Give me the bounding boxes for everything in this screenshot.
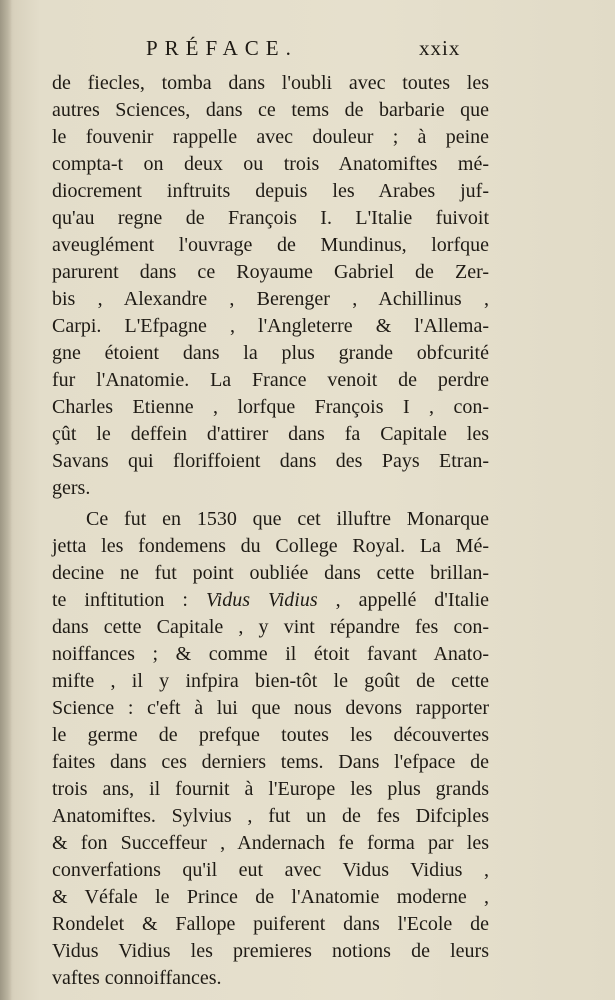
page-number: xxix <box>419 36 461 60</box>
text-line: converfations qu'il eut avec Vidus Vidius , <box>52 859 489 881</box>
text-line: aveuglément l'ouvrage de Mundinus, lorfque <box>52 234 489 256</box>
text-line: vaftes connoiffances. <box>52 967 222 989</box>
text-line: jetta les fondemens du College Royal. La Mé- <box>52 535 489 557</box>
text-line: parurent dans ce Royaume Gabriel de Zer- <box>52 261 489 283</box>
text-line: de fiecles, tomba dans l'oubli avec toutes les <box>52 72 489 94</box>
running-title: PRÉFACE. <box>146 36 298 60</box>
text-line: gne étoient dans la plus grande obfcurité <box>52 342 489 364</box>
text-line: Savans qui floriffoient dans des Pays Etran- <box>52 450 489 472</box>
text-line: gers. <box>52 477 91 499</box>
text-line: Charles Etienne , lorfque François I , con- <box>52 396 489 418</box>
text-line: Rondelet & Fallope puiferent dans l'Ecole de <box>52 913 489 935</box>
text-line: Carpi. L'Efpagne , l'Angleterre & l'Allema- <box>52 315 489 337</box>
text-line: noiffances ; & comme il étoit favant Anato- <box>52 643 489 665</box>
italic-name: Vidus Vidius <box>205 589 318 611</box>
text-fragment: te inftitution : <box>52 589 206 611</box>
text-line: mifte , il y infpira bien-tôt le goût de cette <box>52 670 489 692</box>
binding-gutter <box>0 0 12 1000</box>
text-line <box>52 587 489 614</box>
text-line: fur l'Anatomie. La France venoit de perdre <box>52 369 489 391</box>
text-line: & Véfale le Prince de l'Anatomie moderne , <box>52 886 489 908</box>
text-line: le fouvenir rappelle avec douleur ; à peine <box>52 126 489 148</box>
text-line: qu'au regne de François I. L'Italie fuivoit <box>52 207 489 229</box>
text-line: & fon Succeffeur , Andernach fe forma par les <box>52 832 489 854</box>
text-line: bis , Alexandre , Berenger , Achillinus , <box>52 288 489 310</box>
text-line: Ce fut en 1530 que cet illuftre Monarque <box>86 508 489 530</box>
text-line: decine ne fut point oubliée dans cette brillan- <box>52 562 489 584</box>
text-line: çût le deffein d'attirer dans fa Capitale les <box>52 423 489 445</box>
text-line: le germe de prefque toutes les découvertes <box>52 724 489 746</box>
text-line: diocrement inftruits depuis les Arabes juf- <box>52 180 489 202</box>
text-line: Vidus Vidius les premieres notions de leurs <box>52 940 489 962</box>
text-line: dans cette Capitale , y vint répandre fes con- <box>52 616 489 638</box>
text-line: Anatomiftes. Sylvius , fut un de fes Difciples <box>52 805 489 827</box>
text-line: compta-t on deux ou trois Anatomiftes mé- <box>52 153 489 175</box>
text-line: Science : c'eft à lui que nous devons rapporter <box>52 697 489 719</box>
paragraph-2 <box>52 506 489 992</box>
text-line: trois ans, il fournit à l'Europe les plus grands <box>52 778 489 800</box>
body-text <box>52 70 489 992</box>
text-line: autres Sciences, dans ce tems de barbarie que <box>52 99 489 121</box>
paragraph-1 <box>52 70 489 502</box>
text-fragment: , appellé d'Italie <box>317 589 489 611</box>
text-line: faites dans ces derniers tems. Dans l'efpace de <box>52 751 489 773</box>
page-header <box>0 36 615 72</box>
